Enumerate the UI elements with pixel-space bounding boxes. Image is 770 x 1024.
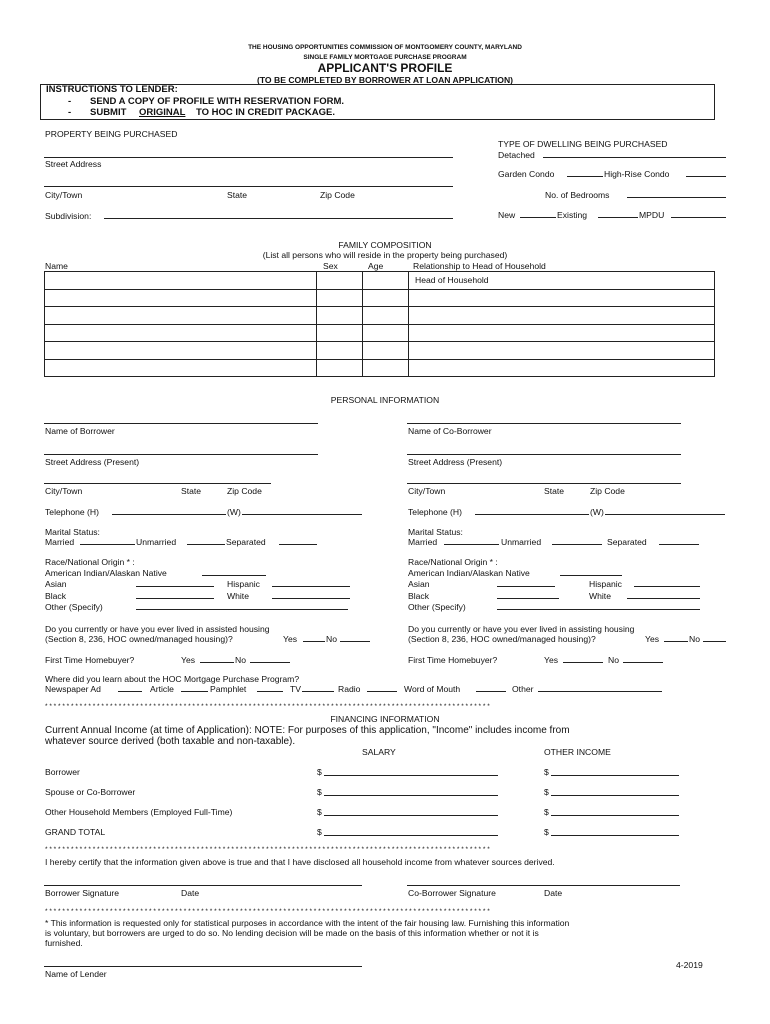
borrower-name-label: Name of Borrower [45, 426, 115, 436]
col-name: Name [45, 261, 68, 271]
sex-cell[interactable] [317, 359, 363, 377]
borrower-signature-label: Borrower Signature [45, 888, 120, 898]
other-source-label: Other [512, 684, 534, 694]
name-cell[interactable] [45, 359, 317, 377]
financing-intro-2: whatever source derived (both taxable and non-taxable). [45, 736, 296, 747]
relationship-cell[interactable] [409, 359, 715, 377]
detached-line[interactable] [543, 157, 726, 158]
coborrower-signature-line[interactable] [407, 885, 680, 886]
tv-line[interactable] [302, 691, 334, 692]
borrower-separated-line[interactable] [279, 544, 317, 545]
name-cell[interactable] [45, 307, 317, 325]
income-row-household: Other Household Members (Employed Full-Time) [45, 807, 233, 817]
borrower-tel-h-label: Telephone (H) [45, 507, 99, 517]
zip-label: Zip Code [320, 190, 355, 200]
age-cell[interactable] [363, 359, 409, 377]
col-age: Age [368, 261, 384, 271]
page-subtitle: (TO BE COMPLETED BY BORROWER AT LOAN APPLICATION) [256, 75, 514, 85]
salary-currency: $ [317, 767, 322, 777]
subdivision-line[interactable] [104, 218, 453, 219]
borrower-married-label: Married [45, 537, 75, 547]
coborrower-black-label: Black [408, 591, 430, 601]
borrower-city-label: City/Town [45, 486, 83, 496]
borrower-white-line[interactable] [272, 598, 350, 599]
borrower-date-label: Date [181, 888, 200, 898]
coborrower-other-line[interactable] [497, 609, 700, 610]
coborrower-city-label: City/Town [408, 486, 446, 496]
sex-cell[interactable] [317, 289, 363, 307]
name-cell[interactable] [45, 324, 317, 342]
name-cell[interactable] [45, 272, 317, 290]
other-currency: $ [544, 827, 549, 837]
detached-label: Detached [498, 150, 535, 160]
age-cell[interactable] [363, 272, 409, 290]
coborrower-first-time-no: No [608, 655, 619, 665]
certification-text: I hereby certify that the information given above is true and that I have disclosed all household income from whatever sources derived. [45, 857, 555, 867]
coborrower-separated-line[interactable] [659, 544, 699, 545]
relationship-cell[interactable] [409, 307, 715, 325]
coborrower-first-time-yes: Yes [544, 655, 559, 665]
financing-intro-1: Current Annual Income (at time of Application): NOTE: For purposes of this application, "Income" includes income from [45, 725, 570, 736]
coborrower-assisted-no: No [689, 634, 700, 644]
coborrower-assisted-yes: Yes [645, 634, 660, 644]
coborrower-black-line[interactable] [497, 598, 559, 599]
coborrower-unmarried-line[interactable] [552, 544, 602, 545]
borrower-married-line[interactable] [80, 544, 135, 545]
mpdu-label: MPDU [639, 210, 665, 220]
garden-condo-label: Garden Condo [498, 169, 555, 179]
footnote-line-3: furnished. [45, 938, 83, 948]
relationship-cell[interactable] [409, 342, 715, 360]
street-line[interactable] [44, 157, 453, 158]
coborrower-city-line[interactable] [407, 483, 681, 484]
name-cell[interactable] [45, 342, 317, 360]
borrower-street-line[interactable] [44, 454, 318, 455]
coborrower-date-label: Date [544, 888, 563, 898]
other-income-header: OTHER INCOME [544, 747, 611, 757]
name-cell[interactable] [45, 289, 317, 307]
borrower-unmarried-label: Unmarried [136, 537, 177, 547]
sex-cell[interactable] [317, 342, 363, 360]
borrower-signature-line[interactable] [44, 885, 362, 886]
coborrower-unmarried-label: Unmarried [501, 537, 542, 547]
coborrower-hispanic-label: Hispanic [589, 579, 622, 589]
borrower-asian-label: Asian [45, 579, 67, 589]
household-salary-line[interactable] [324, 815, 498, 816]
age-cell[interactable] [363, 307, 409, 325]
col-sex: Sex [323, 261, 338, 271]
revision-date: 4-2019 [676, 960, 703, 970]
pamphlet-label: Pamphlet [210, 684, 247, 694]
instruction-2-original: ORIGINAL [139, 107, 186, 118]
coborrower-tel-w-line[interactable] [605, 514, 725, 515]
article-line[interactable] [181, 691, 208, 692]
highrise-line[interactable] [686, 176, 726, 177]
borrower-city-line[interactable] [44, 483, 271, 484]
salary-currency: $ [317, 827, 322, 837]
radio-label: Radio [338, 684, 361, 694]
lender-name-line[interactable] [44, 966, 362, 967]
coborrower-married-label: Married [408, 537, 438, 547]
borrower-first-time-yes-line[interactable] [200, 662, 234, 663]
relationship-cell[interactable] [409, 324, 715, 342]
coborrower-american-indian-line[interactable] [560, 575, 622, 576]
coborrower-zip-label: Zip Code [590, 486, 625, 496]
coborrower-assisted-q2: (Section 8, 236, HOC owned/managed housing)? [408, 634, 596, 644]
tv-label: TV [290, 684, 301, 694]
age-cell[interactable] [363, 324, 409, 342]
coborrower-street-line[interactable] [407, 454, 681, 455]
instructions-heading: INSTRUCTIONS TO LENDER: [46, 84, 178, 95]
instruction-bullet: - [68, 107, 72, 118]
total-other-income-line[interactable] [551, 835, 679, 836]
borrower-first-time-no-line[interactable] [250, 662, 290, 663]
spouse-salary-line[interactable] [324, 795, 498, 796]
borrower-white-label: White [227, 591, 249, 601]
family-note: (List all persons who will reside in the property being purchased) [262, 250, 508, 260]
col-relationship: Relationship to Head of Household [413, 261, 546, 271]
coborrower-asian-line[interactable] [497, 586, 555, 587]
other-currency: $ [544, 807, 549, 817]
borrower-assisted-q2: (Section 8, 236, HOC owned/managed housing)? [45, 634, 233, 644]
relationship-cell[interactable] [409, 289, 715, 307]
spouse-other-income-line[interactable] [551, 795, 679, 796]
pamphlet-line[interactable] [257, 691, 283, 692]
borrower-asian-line[interactable] [136, 586, 214, 587]
coborrower-tel-w-label: (W) [590, 507, 604, 517]
table-row [45, 289, 715, 307]
borrower-first-time-no: No [235, 655, 246, 665]
learn-question: Where did you learn about the HOC Mortgage Purchase Program? [45, 674, 300, 684]
stars-divider: * * * * * * * * * * * * * * * * * * * * * * * * * * * * * * * * * * * * * * * * * * * * * * * * * * * * * * * * * * * * * * * * * * * * * * * * * * * * * * * * * * * * * * * * * * * * * * * * * * * * * * * [45, 908, 490, 915]
income-row-total: GRAND TOTAL [45, 827, 106, 837]
borrower-separated-label: Separated [226, 537, 266, 547]
article-label: Article [150, 684, 174, 694]
page-title: APPLICANT'S PROFILE [317, 61, 453, 75]
personal-heading: PERSONAL INFORMATION [330, 395, 440, 405]
table-row [45, 342, 715, 360]
borrower-assisted-no: No [326, 634, 337, 644]
stars-divider: * * * * * * * * * * * * * * * * * * * * * * * * * * * * * * * * * * * * * * * * * * * * * * * * * * * * * * * * * * * * * * * * * * * * * * * * * * * * * * * * * * * * * * * * * * * * * * * * * * * * * * * [45, 846, 490, 853]
coborrower-marital-label: Marital Status: [408, 527, 463, 537]
coborrower-street-label: Street Address (Present) [408, 457, 503, 467]
borrower-state-label: State [181, 486, 202, 496]
coborrower-signature-label: Co-Borrower Signature [408, 888, 496, 898]
table-row [45, 359, 715, 377]
footnote-line-2: is voluntary, but borrowers are urged to do so. No lending decision will be made on the basis of this information whether or not it is [45, 928, 539, 938]
dwelling-heading: TYPE OF DWELLING BEING PURCHASED [498, 139, 668, 149]
borrower-hispanic-line[interactable] [272, 586, 350, 587]
table-row [45, 307, 715, 325]
income-row-spouse: Spouse or Co-Borrower [45, 787, 136, 797]
age-cell[interactable] [363, 342, 409, 360]
coborrower-race-label: Race/National Origin * : [408, 557, 498, 567]
borrower-marital-label: Marital Status: [45, 527, 100, 537]
coborrower-asian-label: Asian [408, 579, 430, 589]
borrower-tel-h-line[interactable] [112, 514, 226, 515]
coborrower-white-line[interactable] [627, 598, 700, 599]
coborrower-assisted-yes-line[interactable] [664, 641, 688, 642]
borrower-assisted-yes-line[interactable] [303, 641, 325, 642]
word-of-mouth-line[interactable] [476, 691, 506, 692]
household-other-income-line[interactable] [551, 815, 679, 816]
family-table [44, 271, 715, 377]
borrower-assisted-yes: Yes [283, 634, 298, 644]
city-line[interactable] [44, 186, 453, 187]
table-row [45, 324, 715, 342]
coborrower-other-label: Other (Specify) [408, 602, 466, 612]
bedrooms-label: No. of Bedrooms [545, 190, 610, 200]
coborrower-first-time-no-line[interactable] [623, 662, 663, 663]
coborrower-name-line[interactable] [407, 423, 681, 424]
newspaper-line[interactable] [118, 691, 142, 692]
subdivision-label: Subdivision: [45, 211, 92, 221]
instruction-1: SEND A COPY OF PROFILE WITH RESERVATION FORM. [90, 96, 345, 107]
city-label: City/Town [45, 190, 83, 200]
financing-heading: FINANCING INFORMATION [330, 714, 440, 724]
coborrower-married-line[interactable] [444, 544, 499, 545]
new-line[interactable] [520, 217, 556, 218]
footnote-line-1: * This information is requested only for statistical purposes in accordance with the intent of the fair housing law. Furnishing this information [45, 918, 570, 928]
borrower-race-label: Race/National Origin * : [45, 557, 135, 567]
other-source-line[interactable] [538, 691, 662, 692]
borrower-street-label: Street Address (Present) [45, 457, 140, 467]
radio-line[interactable] [367, 691, 397, 692]
coborrower-tel-h-label: Telephone (H) [408, 507, 462, 517]
property-heading: PROPERTY BEING PURCHASED [45, 129, 178, 139]
borrower-first-time-yes: Yes [181, 655, 196, 665]
existing-label: Existing [557, 210, 588, 220]
borrower-american-indian-label: American Indian/Alaskan Native [45, 568, 167, 578]
coborrower-assisted-no-line[interactable] [703, 641, 726, 642]
coborrower-separated-label: Separated [607, 537, 647, 547]
borrower-zip-label: Zip Code [227, 486, 262, 496]
total-salary-line[interactable] [324, 835, 498, 836]
salary-currency: $ [317, 787, 322, 797]
coborrower-hispanic-line[interactable] [634, 586, 700, 587]
word-of-mouth-label: Word of Mouth [404, 684, 461, 694]
coborrower-tel-h-line[interactable] [475, 514, 589, 515]
mpdu-line[interactable] [671, 217, 726, 218]
instruction-2-prefix: SUBMIT [90, 107, 127, 118]
borrower-other-label: Other (Specify) [45, 602, 103, 612]
borrower-first-time-label: First Time Homebuyer? [45, 655, 135, 665]
sex-cell[interactable] [317, 307, 363, 325]
coborrower-state-label: State [544, 486, 565, 496]
other-currency: $ [544, 767, 549, 777]
borrower-other-line[interactable] [136, 609, 348, 610]
borrower-hispanic-label: Hispanic [227, 579, 260, 589]
borrower-other-income-line[interactable] [551, 775, 679, 776]
age-cell[interactable] [363, 289, 409, 307]
existing-line[interactable] [598, 217, 638, 218]
borrower-assisted-q1: Do you currently or have you ever lived in assisted housing [45, 624, 270, 634]
newspaper-label: Newspaper Ad [45, 684, 101, 694]
coborrower-name-label: Name of Co-Borrower [408, 426, 492, 436]
borrower-salary-line[interactable] [324, 775, 498, 776]
borrower-black-line[interactable] [136, 598, 214, 599]
borrower-unmarried-line[interactable] [187, 544, 225, 545]
borrower-american-indian-line[interactable] [202, 575, 266, 576]
program-name: SINGLE FAMILY MORTGAGE PURCHASE PROGRAM [303, 54, 467, 61]
table-row [45, 272, 715, 290]
coborrower-white-label: White [589, 591, 611, 601]
sex-cell[interactable] [317, 272, 363, 290]
instruction-2-suffix: TO HOC IN CREDIT PACKAGE. [196, 107, 335, 118]
borrower-assisted-no-line[interactable] [340, 641, 370, 642]
coborrower-first-time-label: First Time Homebuyer? [408, 655, 498, 665]
coborrower-first-time-yes-line[interactable] [563, 662, 603, 663]
lender-name-label: Name of Lender [45, 969, 107, 979]
salary-currency: $ [317, 807, 322, 817]
coborrower-american-indian-label: American Indian/Alaskan Native [408, 568, 530, 578]
street-label: Street Address [45, 159, 102, 169]
income-row-borrower: Borrower [45, 767, 80, 777]
coborrower-assisted-q1: Do you currently or have you ever lived in assisting housing [408, 624, 635, 634]
salary-header: SALARY [362, 747, 396, 757]
stars-divider: * * * * * * * * * * * * * * * * * * * * * * * * * * * * * * * * * * * * * * * * * * * * * * * * * * * * * * * * * * * * * * * * * * * * * * * * * * * * * * * * * * * * * * * * * * * * * * * * * * * * * * * [45, 703, 490, 710]
relationship-cell: Head of Household [409, 272, 715, 290]
borrower-tel-w-label: (W) [227, 507, 241, 517]
borrower-name-line[interactable] [44, 423, 318, 424]
state-label: State [227, 190, 248, 200]
instruction-bullet: - [68, 96, 72, 107]
borrower-black-label: Black [45, 591, 67, 601]
sex-cell[interactable] [317, 324, 363, 342]
highrise-label: High-Rise Condo [604, 169, 670, 179]
other-currency: $ [544, 787, 549, 797]
borrower-tel-w-line[interactable] [242, 514, 362, 515]
garden-condo-line[interactable] [567, 176, 603, 177]
new-label: New [498, 210, 516, 220]
bedrooms-line[interactable] [627, 197, 726, 198]
family-heading: FAMILY COMPOSITION [338, 240, 432, 250]
agency-name: THE HOUSING OPPORTUNITIES COMMISSION OF MONTGOMERY COUNTY, MARYLAND [248, 44, 522, 51]
